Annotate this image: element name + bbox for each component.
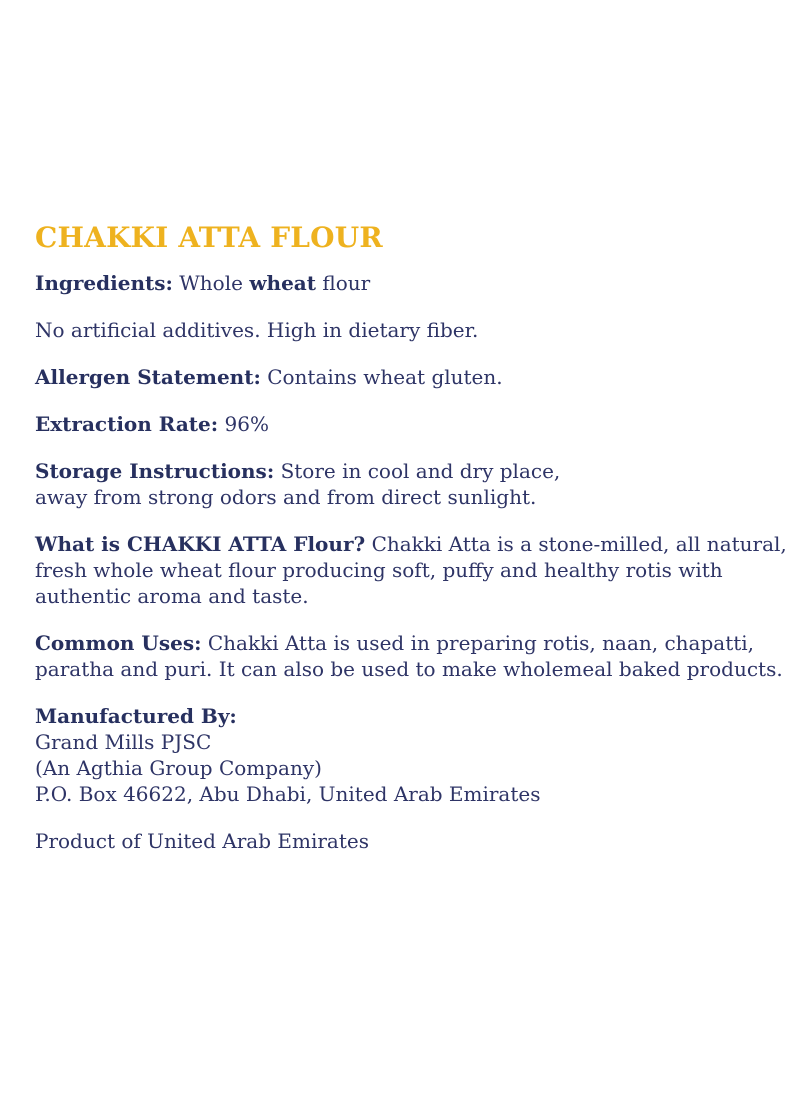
storage-line-2: away from strong odors and from direct sunlight. [35, 485, 537, 509]
allergen-paragraph [35, 364, 795, 390]
common-uses-line-2: paratha and puri. It can also be used to make wholemeal baked products. [35, 657, 783, 681]
what-is-label: What is CHAKKI ATTA Flour? [35, 532, 366, 556]
manufacturer-line-2: (An Agthia Group Company) [35, 756, 322, 780]
ingredients-text-after: flour [322, 271, 371, 295]
manufacturer-line-3: P.O. Box 46622, Abu Dhabi, United Arab Emirates [35, 782, 541, 806]
ingredients-label: Ingredients: [35, 271, 173, 295]
storage-label: Storage Instructions: [35, 459, 275, 483]
manufacturer-label: Manufactured By: [35, 704, 237, 728]
product-title: CHAKKI ATTA FLOUR [35, 221, 383, 254]
common-uses-paragraph [35, 630, 795, 682]
claims-paragraph: No artificial additives. High in dietary fiber. [35, 318, 479, 342]
origin-paragraph: Product of United Arab Emirates [35, 829, 369, 853]
what-is-line-1: Chakki Atta is a stone-milled, all natural, [371, 532, 787, 556]
extraction-paragraph [35, 411, 795, 437]
storage-paragraph [35, 458, 795, 510]
common-uses-label: Common Uses: [35, 631, 202, 655]
extraction-label: Extraction Rate: [35, 412, 219, 436]
ingredients-text-before: Whole [179, 271, 243, 295]
storage-line-1: Store in cool and dry place, [280, 459, 561, 483]
allergen-label: Allergen Statement: [35, 365, 261, 389]
product-info-panel [35, 221, 795, 875]
extraction-value: 96% [224, 412, 269, 436]
allergen-text: Contains wheat gluten. [267, 365, 503, 389]
what-is-line-2: fresh whole wheat flour producing soft, puffy and healthy rotis with [35, 558, 723, 582]
ingredients-paragraph [35, 270, 795, 296]
ingredients-bold-word: wheat [249, 271, 316, 295]
manufacturer-line-1: Grand Mills PJSC [35, 730, 212, 754]
what-is-paragraph [35, 531, 795, 609]
common-uses-line-1: Chakki Atta is used in preparing rotis, naan, chapatti, [207, 631, 755, 655]
what-is-line-3: authentic aroma and taste. [35, 584, 309, 608]
manufacturer-paragraph [35, 703, 795, 807]
